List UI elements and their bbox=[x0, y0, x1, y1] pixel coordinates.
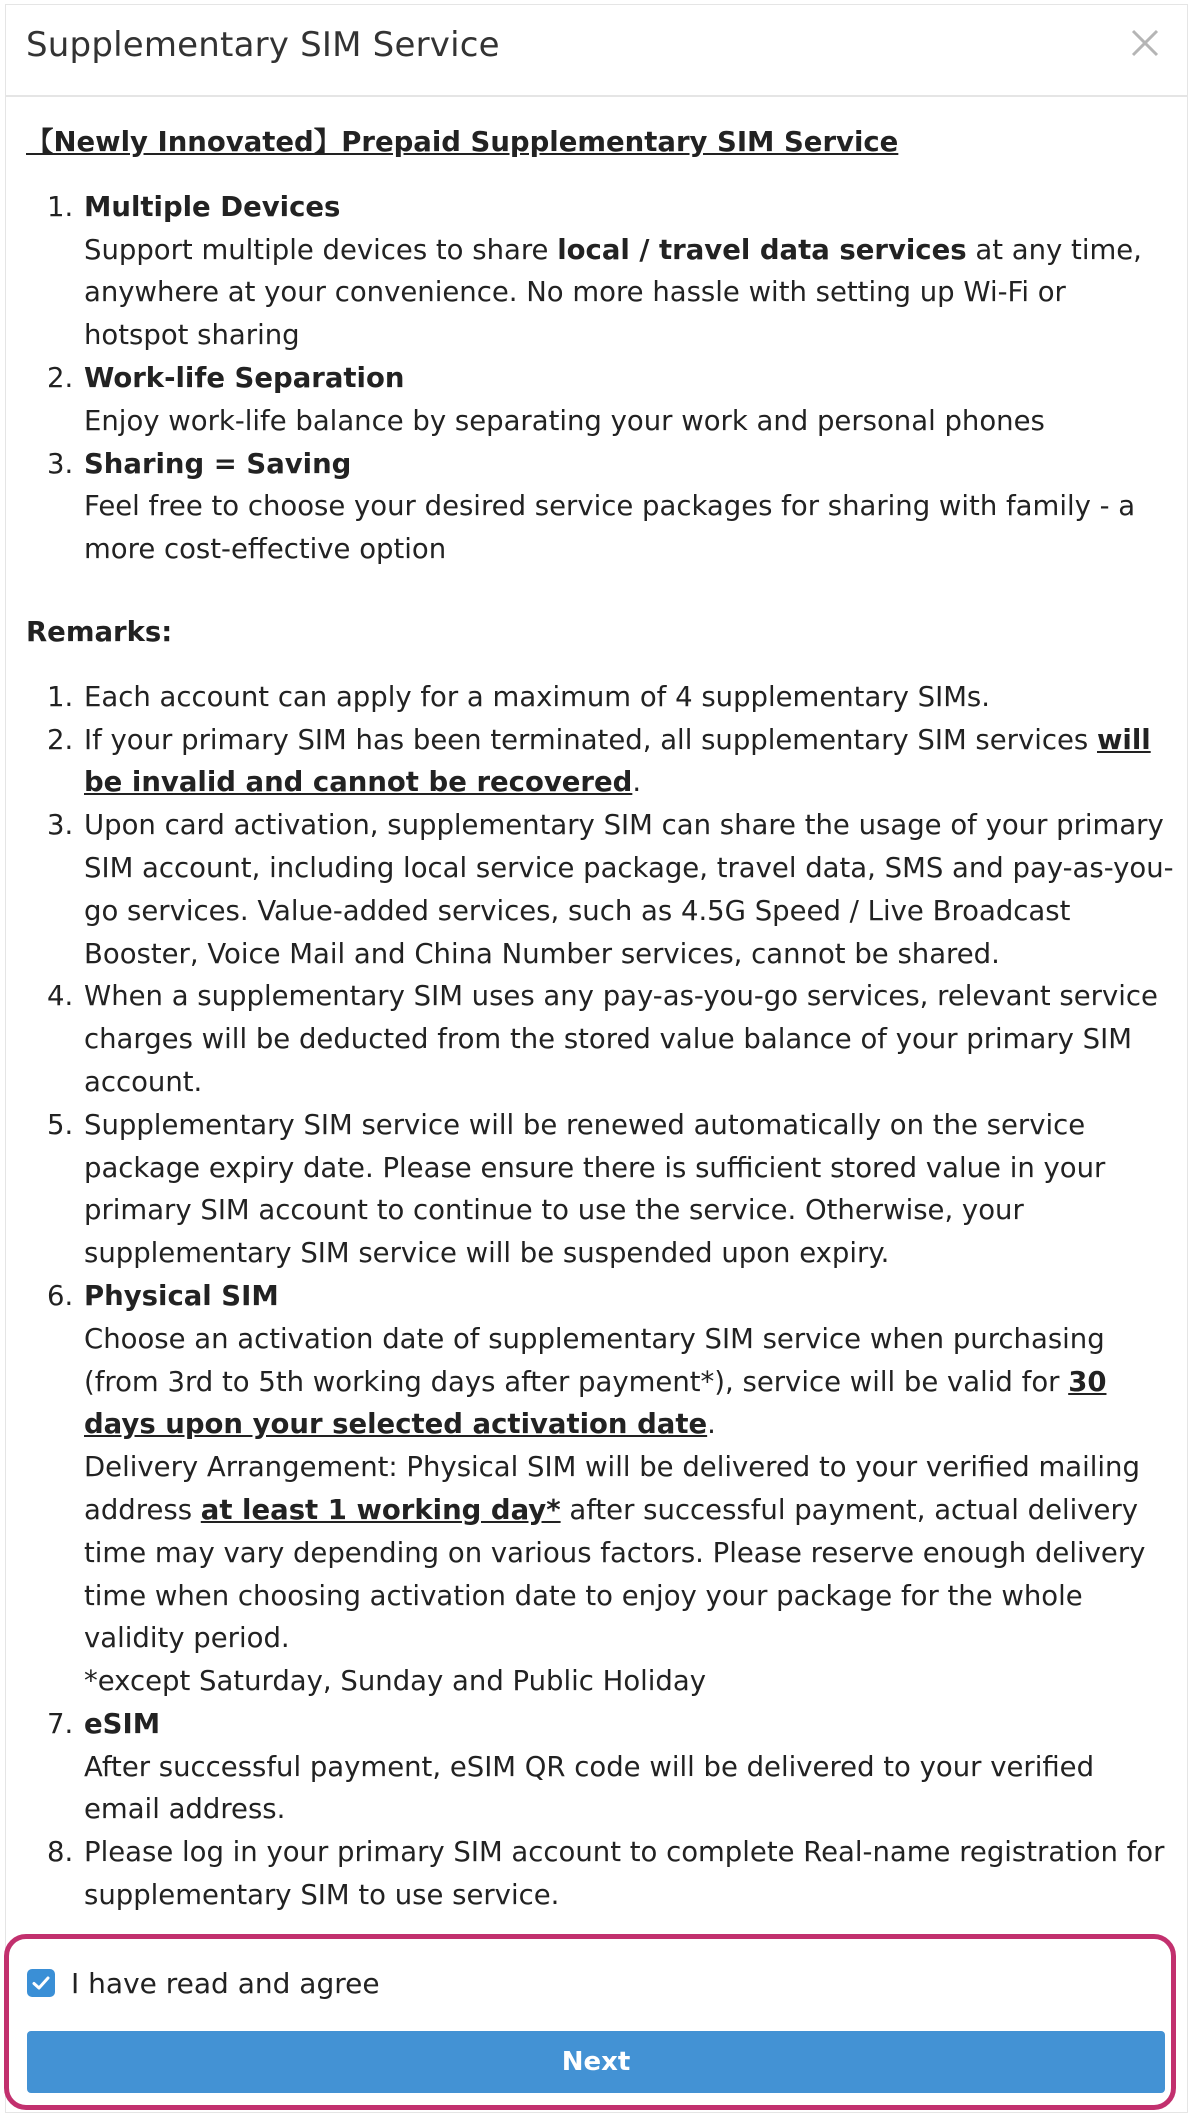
remark-title: 6. Physical SIM bbox=[84, 1279, 279, 1312]
remark-text: after successful payment, actual delivery time may vary depending on various factors. Please reserve enough delivery time when choosing activation date to enjoy your package for the whole validity period. bbox=[84, 1493, 1146, 1655]
remarks-list bbox=[26, 676, 1176, 1917]
dialog-title: Supplementary SIM Service bbox=[26, 25, 500, 65]
terms-content bbox=[26, 121, 1176, 1917]
delivery-arrangement bbox=[84, 1446, 1176, 1660]
remark-text: Please log in your primary SIM account to complete Real-name registration for supplementary SIM to use service. bbox=[84, 1836, 1165, 1912]
feature-item bbox=[82, 357, 1176, 443]
feature-item bbox=[82, 443, 1176, 571]
remark-item bbox=[82, 1831, 1176, 1917]
agree-label: I have read and agree bbox=[71, 1966, 380, 2000]
remark-text: . bbox=[632, 766, 642, 799]
agreement-highlight bbox=[4, 1934, 1176, 2110]
remark-title: 7. eSIM bbox=[84, 1707, 161, 1740]
next-button[interactable]: Next bbox=[27, 2031, 1165, 2093]
feature-title: 3. Sharing = Saving bbox=[84, 447, 352, 480]
service-heading: 【Newly Innovated】Prepaid Supplementary SIM Service bbox=[26, 126, 899, 158]
remark-text: Choose an activation date of supplementary SIM service when purchasing (from 3rd to 5th working days after payment*), service will be valid for bbox=[84, 1322, 1105, 1398]
remark-text: Supplementary SIM service will be renewed automatically on the service package expiry date. Please ensure there is sufficient stored value in your primary SIM account to continue to use the service. Otherwise, your supplementary SIM service will be suspended upon expiry. bbox=[84, 1108, 1106, 1270]
close-icon[interactable] bbox=[1123, 21, 1167, 65]
remark-text: After successful payment, eSIM QR code will be delivered to your verified email address. bbox=[84, 1750, 1095, 1826]
remark-text: . bbox=[707, 1408, 716, 1441]
remark-item bbox=[82, 1703, 1176, 1831]
remark-item bbox=[82, 676, 1176, 719]
remark-item bbox=[82, 804, 1176, 975]
feature-title: 1. Multiple Devices bbox=[84, 190, 341, 223]
remark-emphasis: 30 days upon your selected activation date bbox=[84, 1365, 1107, 1441]
remark-text: When a supplementary SIM uses any pay-as-you-go services, relevant service charges will be deducted from the stored value balance of your primary SIM account. bbox=[84, 980, 1158, 1098]
remark-emphasis: at least 1 working day* bbox=[200, 1493, 561, 1526]
feature-text: Feel free to choose your desired service packages for sharing with family - a more cost-effective option bbox=[84, 490, 1136, 566]
remark-emphasis: will be invalid and cannot be recovered bbox=[84, 723, 1151, 799]
supplementary-sim-dialog bbox=[5, 4, 1188, 2113]
feature-text: Support multiple devices to share bbox=[84, 233, 558, 266]
dialog-header bbox=[6, 5, 1187, 97]
remark-note: *except Saturday, Sunday and Public Holiday bbox=[84, 1665, 707, 1698]
feature-list bbox=[26, 186, 1176, 571]
agree-checkbox-row[interactable] bbox=[27, 1963, 380, 2003]
remark-item bbox=[82, 1104, 1176, 1275]
remark-text: If your primary SIM has been terminated, all supplementary SIM services bbox=[84, 723, 1098, 756]
remark-item bbox=[82, 1275, 1176, 1703]
remark-text: Each account can apply for a maximum of 4 supplementary SIMs. bbox=[84, 680, 990, 713]
remark-item bbox=[82, 975, 1176, 1103]
feature-text: at any time, anywhere at your convenience. No more hassle with setting up Wi-Fi or hotspot sharing bbox=[84, 233, 1142, 352]
checkmark-icon bbox=[30, 1972, 52, 1994]
remark-text: Upon card activation, supplementary SIM can share the usage of your primary SIM account, including local service package, travel data, SMS and pay-as-you-go services. Value-added services, such as 4.5G Speed / Live Broadcast Booster, Voice Mail and China Number services, cannot be shared. bbox=[84, 809, 1174, 970]
feature-text-bold: local / travel data services bbox=[557, 233, 967, 266]
feature-title: 2. Work-life Separation bbox=[84, 361, 405, 394]
remarks-title: Remarks: bbox=[26, 615, 173, 648]
agree-checkbox[interactable] bbox=[27, 1969, 55, 1997]
remark-item bbox=[82, 719, 1176, 805]
feature-text: Enjoy work-life balance by separating your work and personal phones bbox=[84, 404, 1045, 437]
remark-text: Delivery Arrangement: Physical SIM will be delivered to your verified mailing address bbox=[84, 1451, 1140, 1526]
feature-item bbox=[82, 186, 1176, 357]
